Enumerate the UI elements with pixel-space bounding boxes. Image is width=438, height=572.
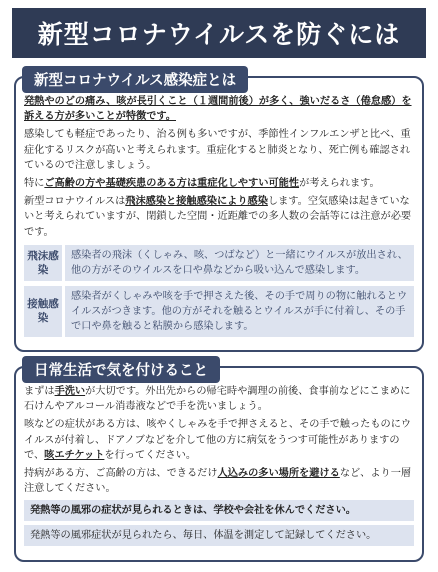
- crowds-paragraph: 持病がある方、ご高齢の方は、できるだけ人込みの多い場所を避けるなど、より一層注意してください。: [24, 468, 412, 495]
- temperature-note: 発熱等の風邪症状が見られたら、毎日、体温を測定して記録してください。: [24, 525, 414, 546]
- cough-etiquette-emphasis: 咳エチケット: [44, 449, 105, 461]
- cough-etiquette-paragraph: 咳などの症状がある方は、咳やくしゃみを手で押さえると、その手で触ったものにウイルスが付着し、ドアノブなどを介して他の方に病気をうつす可能性がありますので、咳エチケットを行ってください。: [24, 419, 412, 461]
- high-risk-paragraph: 特にご高齢の方や基礎疾患のある方は重症化しやすい可能性が考えられます。: [24, 178, 380, 190]
- transmission-emphasis: 飛沫感染と接触感染により感染: [125, 196, 268, 208]
- section-what-is-covid: [14, 73, 424, 352]
- handwashing-emphasis: 手洗い: [54, 386, 86, 397]
- droplet-label: 飛沫感染: [24, 245, 62, 281]
- contact-label: 接触感染: [24, 286, 62, 337]
- section2-body: [24, 384, 414, 546]
- transmission-paragraph: 新型コロナウイルスは飛沫感染と接触感染により感染します。空気感染は起きていないと考えられていますが、閉鎖した空間・近距離での多人数の会話等には注意が必要です。: [24, 196, 412, 238]
- droplet-text: 感染者の飛沫（くしゃみ、咳、つばなど）と一緒にウイルスが放出され、他の方がそのウイルスを口や鼻などから吸い込んで感染します。: [65, 245, 414, 281]
- droplet-infection-box: [24, 245, 414, 281]
- contact-text: 感染者がくしゃみや咳を手で押さえた後、その手で周りの物に触れるとウイルスがつきます。他の方がそれを触るとウイルスが手に付着し、その手で口や鼻を触ると粘膜から感染します。: [65, 286, 414, 337]
- section1-heading: 新型コロナウイルス感染症とは: [22, 66, 248, 93]
- page-title: 新型コロナウイルスを防ぐには: [12, 8, 426, 58]
- section2-heading: 日常生活で気を付けること: [22, 356, 220, 383]
- handwashing-paragraph: まずは手洗いが大切です。外出先からの帰宅時や調理の前後、食事前などにこまめに石けんやアルコール消毒液などで手を洗いましょう。: [24, 386, 411, 413]
- section-daily-life: [14, 363, 424, 562]
- contact-infection-box: [24, 286, 414, 337]
- high-risk-emphasis: ご高齢の方や基礎疾患のある方は重症化しやすい可能性: [44, 178, 300, 190]
- section1-body: [24, 94, 414, 337]
- symptoms-paragraph: 発熱やのどの痛み、咳が長引くこと（１週間前後）が多く、強いだるさ（倦怠感）を訴える方が多いことが特徴です。: [24, 96, 412, 123]
- stay-home-note: 発熱等の風邪の症状が見られるときは、学校や会社を休んでください。: [24, 500, 414, 521]
- severity-paragraph: 感染しても軽症であったり、治る例も多いですが、季節性インフルエンザと比べ、重症化するリスクが高いと考えられます。重症化すると肺炎となり、死亡例も確認されているので注意しましょう。: [24, 129, 411, 171]
- crowds-emphasis: 人込みの多い場所を避ける: [217, 468, 340, 480]
